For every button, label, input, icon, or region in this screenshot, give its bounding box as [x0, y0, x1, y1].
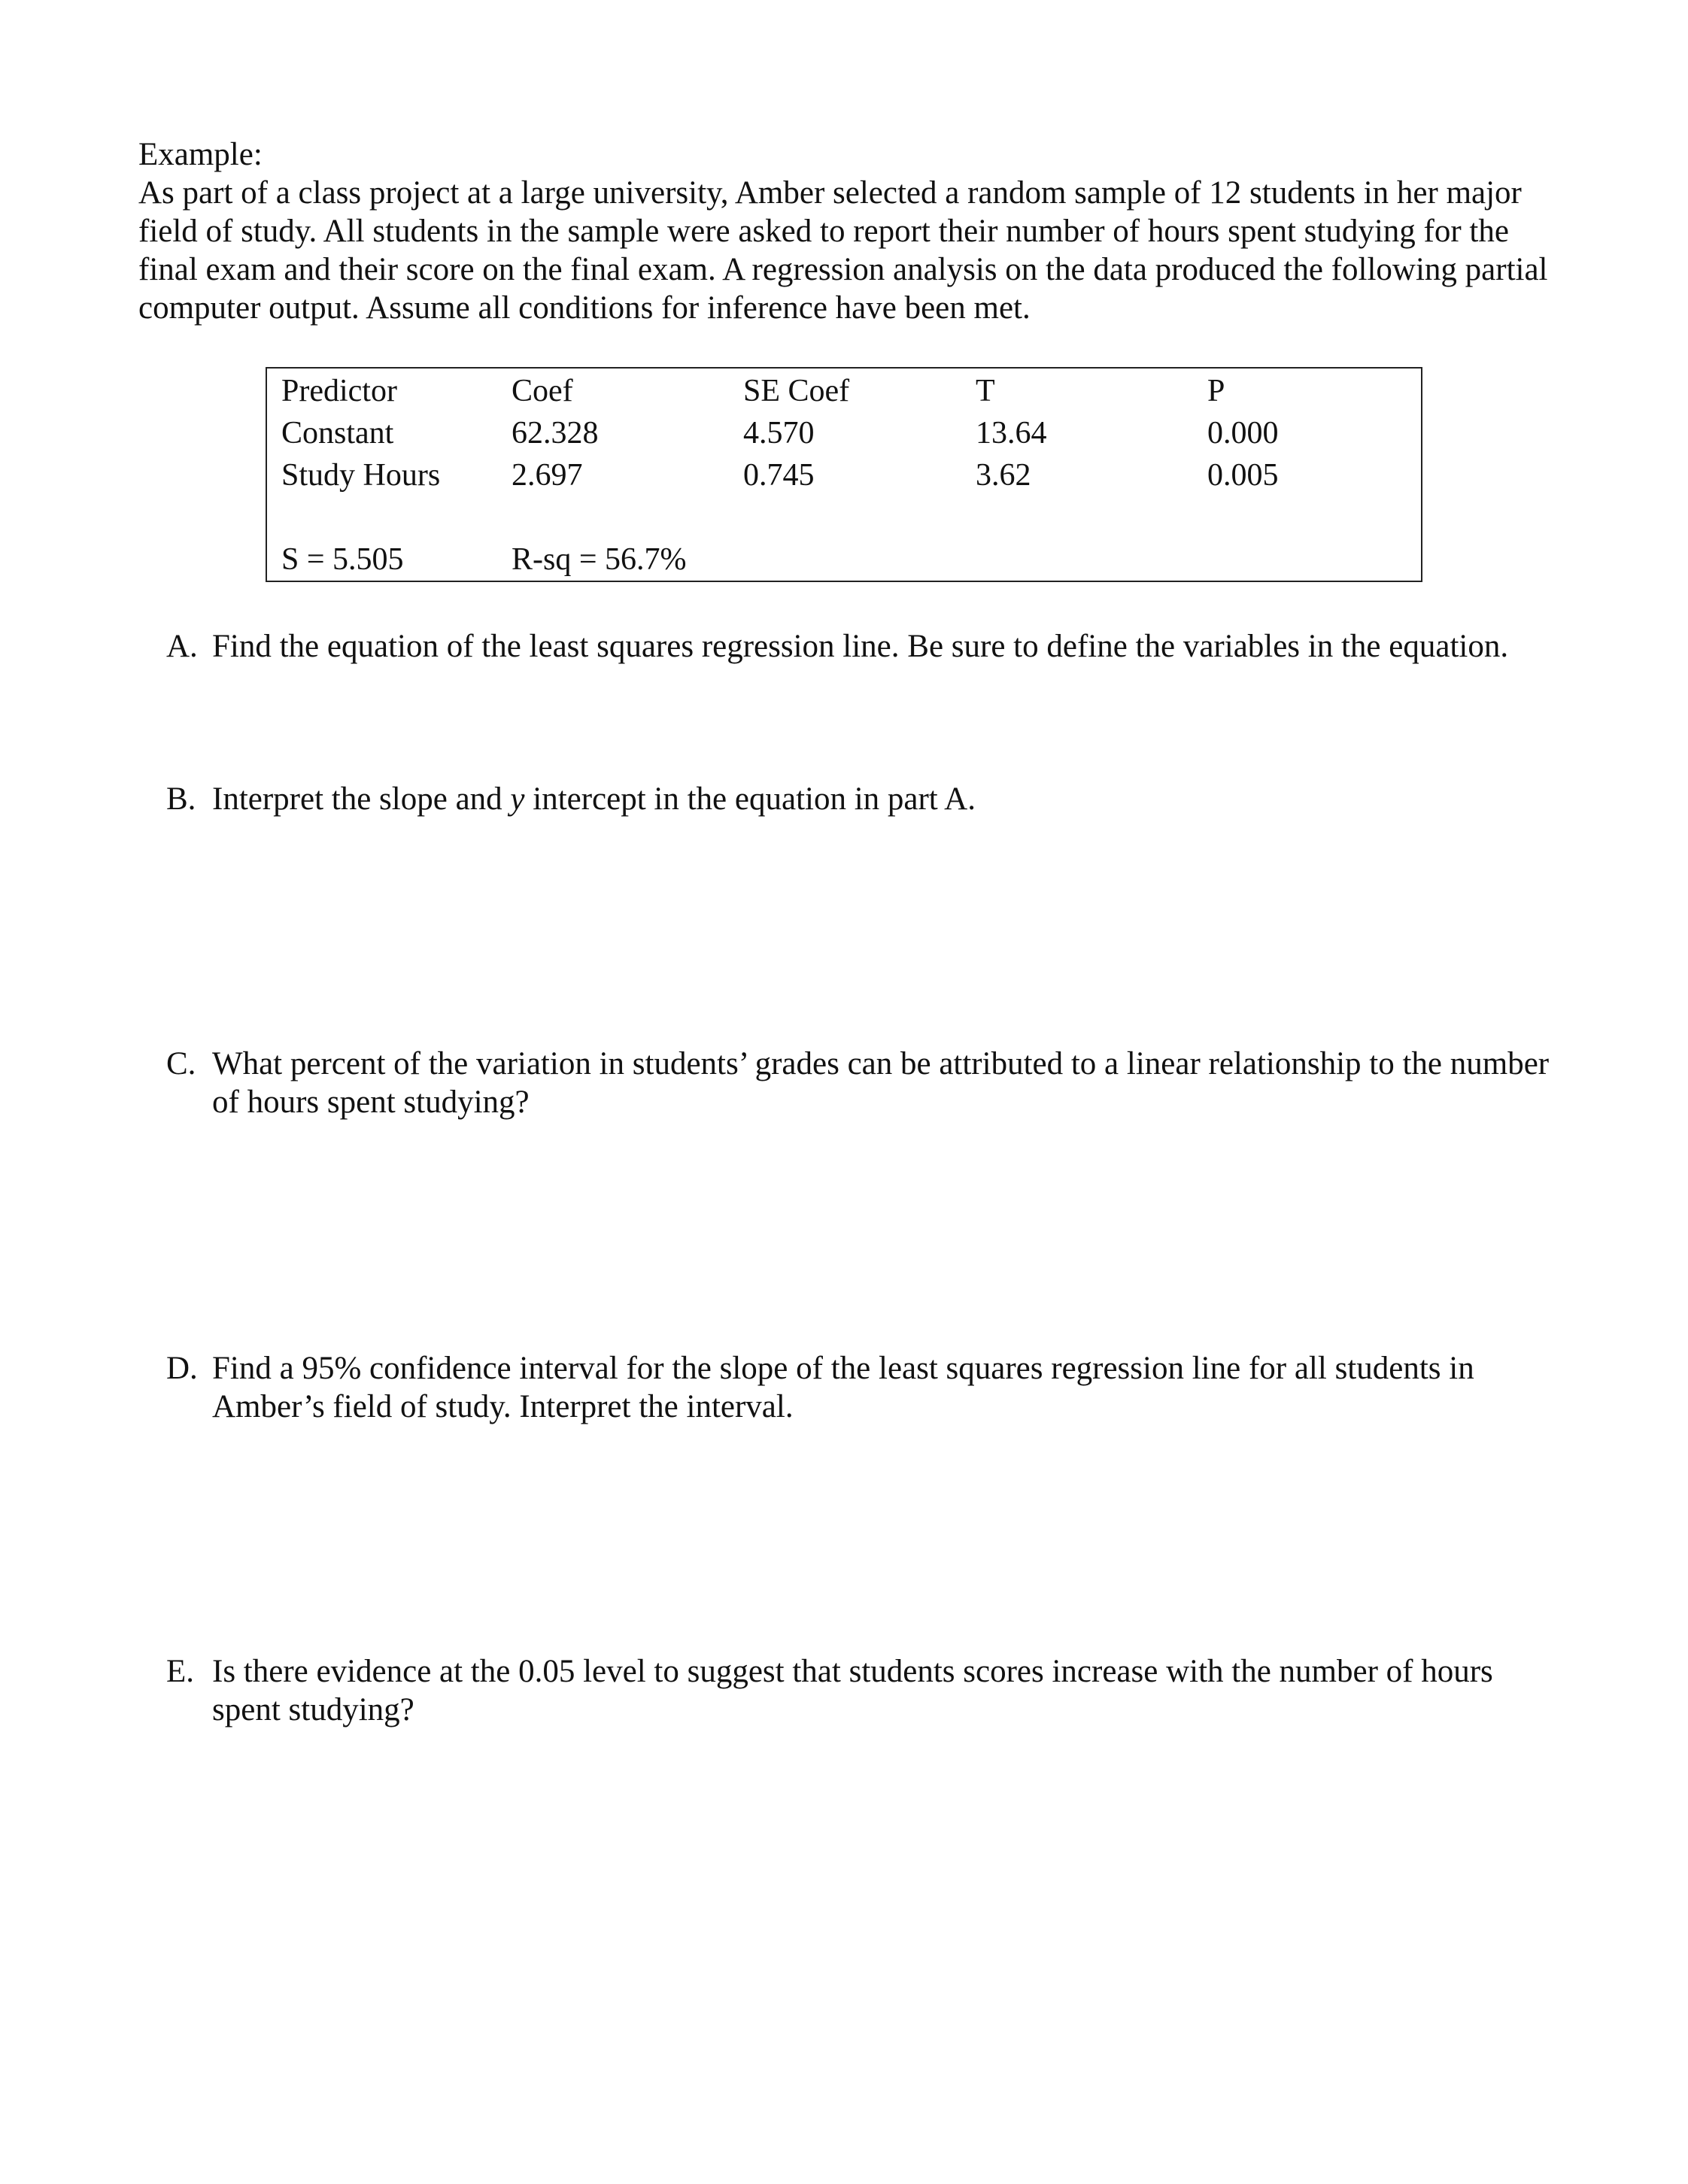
- question-letter: A.: [166, 629, 198, 664]
- r-squared-statistic: R-sq = 56.7%: [512, 542, 687, 577]
- question-text: Is there evidence at the 0.05 level to suggest that students scores increase with the number of hours spent studying?: [212, 1654, 1493, 1727]
- example-label: Example:: [138, 137, 263, 172]
- row-study-hours-predictor: Study Hours: [281, 458, 441, 493]
- s-statistic: S = 5.505: [281, 542, 404, 577]
- header-p: P: [1207, 374, 1225, 408]
- question-letter: C.: [166, 1046, 196, 1081]
- row-constant-coef: 62.328: [512, 416, 599, 450]
- question-text: Interpret the slope and y intercept in the equation in part A.: [212, 781, 976, 817]
- intro-block: [138, 135, 1553, 327]
- header-t: T: [976, 374, 995, 408]
- row-study-hours-p: 0.005: [1207, 458, 1279, 493]
- question-a: [166, 627, 1550, 666]
- question-text: Find the equation of the least squares regression line. Be sure to define the variables in the equation.: [212, 629, 1509, 664]
- question-c: [166, 1045, 1550, 1121]
- row-constant-predictor: Constant: [281, 416, 394, 450]
- question-letter: B.: [166, 781, 196, 817]
- row-constant-se-coef: 4.570: [743, 416, 815, 450]
- regression-output-table: [266, 367, 1422, 582]
- question-b: [166, 780, 1550, 818]
- row-study-hours-coef: 2.697: [512, 458, 583, 493]
- row-constant-p: 0.000: [1207, 416, 1279, 450]
- row-constant-t: 13.64: [976, 416, 1047, 450]
- question-letter: D.: [166, 1351, 198, 1386]
- header-se-coef: SE Coef: [743, 374, 850, 408]
- question-text: What percent of the variation in students’ grades can be attributed to a linear relationship to the number of hours spent studying?: [212, 1046, 1550, 1120]
- header-coef: Coef: [512, 374, 573, 408]
- question-text: Find a 95% confidence interval for the slope of the least squares regression line for all students in Amber’s field of study. Interpret the interval.: [212, 1351, 1474, 1424]
- row-study-hours-se-coef: 0.745: [743, 458, 815, 493]
- question-e: [166, 1652, 1550, 1729]
- header-predictor: Predictor: [281, 374, 397, 408]
- question-d: [166, 1349, 1550, 1426]
- question-letter: E.: [166, 1654, 195, 1689]
- problem-statement: As part of a class project at a large university, Amber selected a random sample of 12 students in her major field of study. All students in the sample were asked to report their number of hours spent studying for the final exam and their score on the final exam. A regression analysis on the data produced the following partial computer output. Assume all conditions for inference have been met.: [138, 175, 1548, 326]
- row-study-hours-t: 3.62: [976, 458, 1031, 493]
